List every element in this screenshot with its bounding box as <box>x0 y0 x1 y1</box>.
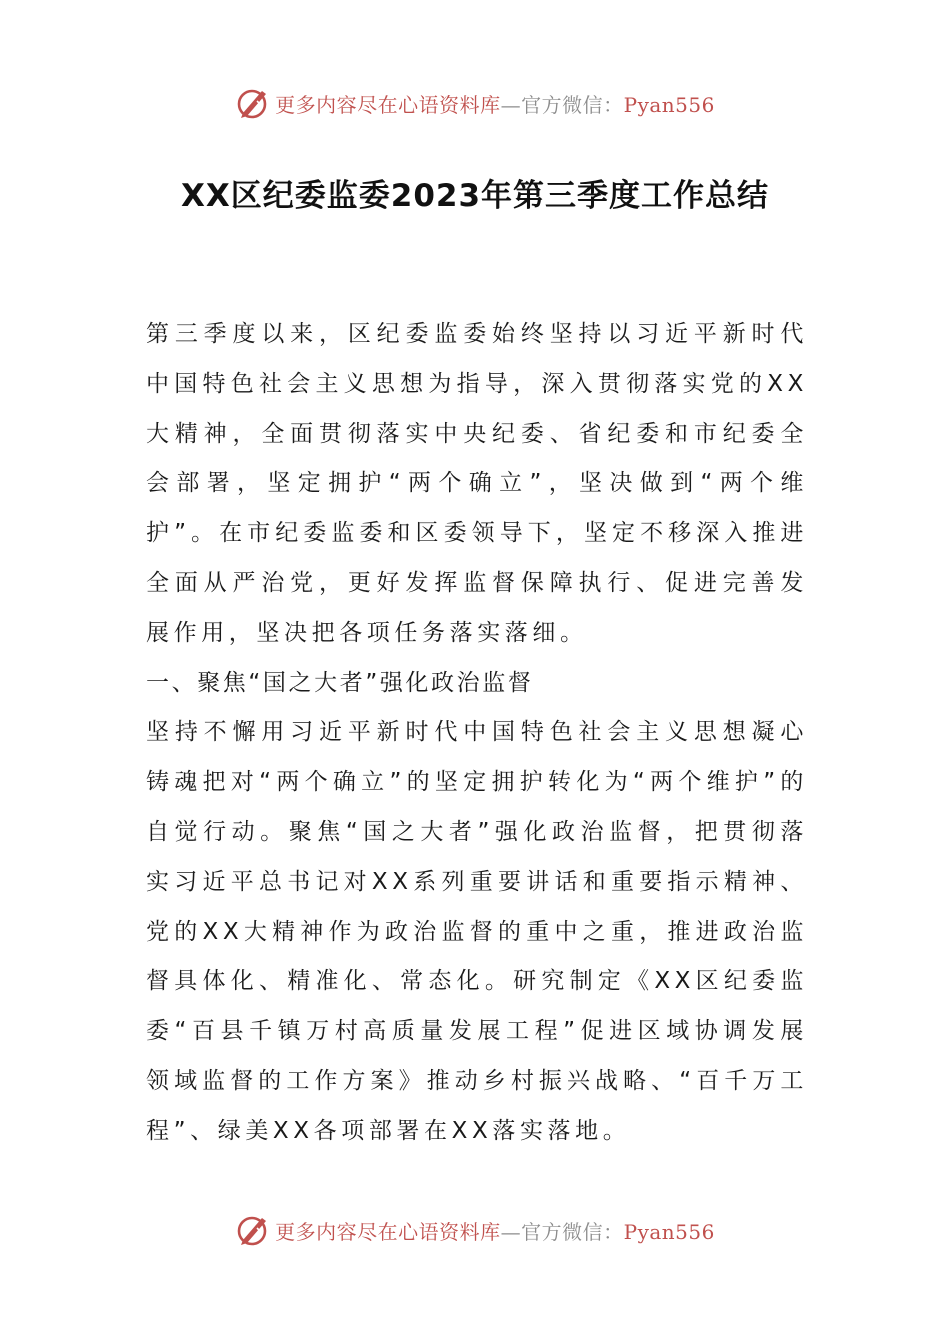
banner-text-main: 更多内容尽在心语资料库 <box>275 92 501 117</box>
section-1-heading: 一、聚焦“国之大者”强化政治监督 <box>146 669 534 696</box>
banner-text <box>275 1216 715 1245</box>
banner-text-dash: —官方微信： <box>500 92 624 117</box>
header-banner <box>0 81 950 125</box>
intro-paragraph: 第三季度以来，区纪委监委始终坚持以习近平新时代中国特色社会主义思想为指导，深入贯彻落实党的XX大精神，全面贯彻落实中央纪委、省纪委和市纪委全会部署，坚定拥护“两个确立”，坚决做到“两个维护”。在市纪委监委和区委领导下，坚定不移深入推进全面从严治党，更好发挥监督保障执行、促进完善发展作用，坚决把各项任务落实落细。 <box>146 321 808 646</box>
banner-text-main: 更多内容尽在心语资料库 <box>275 1219 501 1244</box>
banner-text-id: Pyan556 <box>623 1219 715 1244</box>
footer-banner <box>0 1208 950 1252</box>
pen-logo-icon <box>235 85 271 121</box>
pen-logo-icon <box>235 1212 271 1248</box>
section-1-paragraph: 坚持不懈用习近平新时代中国特色社会主义思想凝心铸魂把对“两个确立”的坚定拥护转化为“两个维护”的自觉行动。聚焦“国之大者”强化政治监督，把贯彻落实习近平总书记对XX系列重要讲话和重要指示精神、党的XX大精神作为政治监督的重中之重，推进政治监督具体化、精准化、常态化。研究制定《XX区纪委监委“百县千镇万村高质量发展工程”促进区域协调发展领域监督的工作方案》推动乡村振兴战略、“百千万工程”、绿美XX各项部署在XX落实落地。 <box>146 719 808 1144</box>
banner-text-dash: —官方微信： <box>500 1219 624 1244</box>
banner-text-id: Pyan556 <box>623 92 715 117</box>
document-title: XX区纪委监委2023年第三季度工作总结 <box>180 178 770 214</box>
banner-text <box>275 89 715 118</box>
document-body <box>146 310 808 1157</box>
